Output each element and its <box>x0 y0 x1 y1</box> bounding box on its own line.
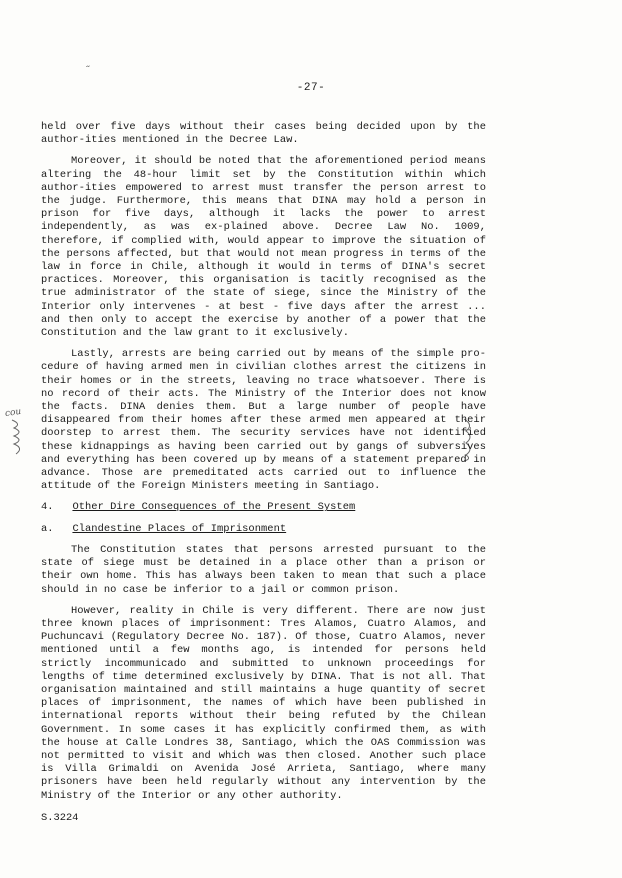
document-body <box>41 121 486 803</box>
subsection-letter: a. <box>41 522 54 535</box>
section-title: Other Dire Consequences of the Present System <box>72 501 356 514</box>
page-number: -27- <box>296 82 326 94</box>
subsection-title: Clandestine Places of Imprisonment <box>72 522 287 535</box>
paragraph-however: However, reality in Chile is very different. There are now just three known places of imprisonment: Tres Alamos, Cuatro Alamos, and Puchuncavi (Regulatory Decree No. 187). Of those, Cuatro Alamos, never mentioned until a few months ago, is intended for persons held strictly incommunicado and submitted to unknown proceedings for lengths of time determined exclusively by DINA. That is not all. That organisation maintained and still maintains a huge quantity of secret places of imprisonment, the names of which have been published in international reports without their being refuted by the Chilean Government. In some cases it has explicitly confirmed them, as with the house at Calle Londres 38, Santiago, which the OAS Commission was not permitted to visit and which was then closed. Another such place is Villa Grimaldi on Avenida José Arrieta, Santiago, where many prisoners have been held regularly without any intervention by the Ministry of the Interior or any other authority. <box>41 604 486 802</box>
margin-squiggle-left-icon <box>8 418 30 458</box>
footer-code: S.3224 <box>41 812 79 824</box>
paragraph-continuation: held over five days without their cases being decided upon by the author-ities mentioned in the Decree Law. <box>41 121 486 147</box>
section-number: 4. <box>41 501 54 514</box>
paragraph-moreover: Moreover, it should be noted that the aforementioned period means altering the 48-hour limit set by the Constitution within which author-ities empowered to arrest must transfer the person arrest to the judge. Furthermore, this means that DINA may hold a person in prison for five days, although it lacks the power to arrest independently, as was ex-plained above. Decree Law No. 1009, therefore, if complied with, would appear to improve the situation of the persons affected, but that would not mean progress in terms of the law in force in Chile, although it would in terms of DINA's secret practices. Moreover, this organisation is tacitly recognised as the true administrator of the state of siege, since the Ministry of the Interior only intervenes - at best - five days after the arrest ... and then only to accept the exercise by another of a power that the Constitution and the law grant to it exclusively. <box>41 155 486 340</box>
corner-mark: ˝ <box>86 66 93 77</box>
subsection-heading <box>41 523 486 536</box>
section-heading <box>41 501 486 514</box>
margin-note: cou <box>4 406 22 420</box>
paragraph-constitution: The Constitution states that persons arrested pursuant to the state of siege must be detained in a place other than a prison or their own home. This has always been taken to mean that such a place should in no case be inferior to a jail or common prison. <box>41 543 486 596</box>
paragraph-lastly: Lastly, arrests are being carried out by means of the simple pro-cedure of having armed men in civilian clothes arrest the citizens in their homes or in the streets, leaving no trace whatsoever. There is no record of their acts. The Ministry of the Interior does not know the facts. DINA denies them. But a large number of people have disappeared from their homes after these armed men appeared at their doorstep to arrest them. The security services have not identified these kidnappings as having been carried out by gangs of subversives and everything has been covered up by means of a statement prepared in advance. Those are premeditated acts carried out to influence the attitude of the Foreign Ministers meeting in Santiago. <box>41 348 486 493</box>
